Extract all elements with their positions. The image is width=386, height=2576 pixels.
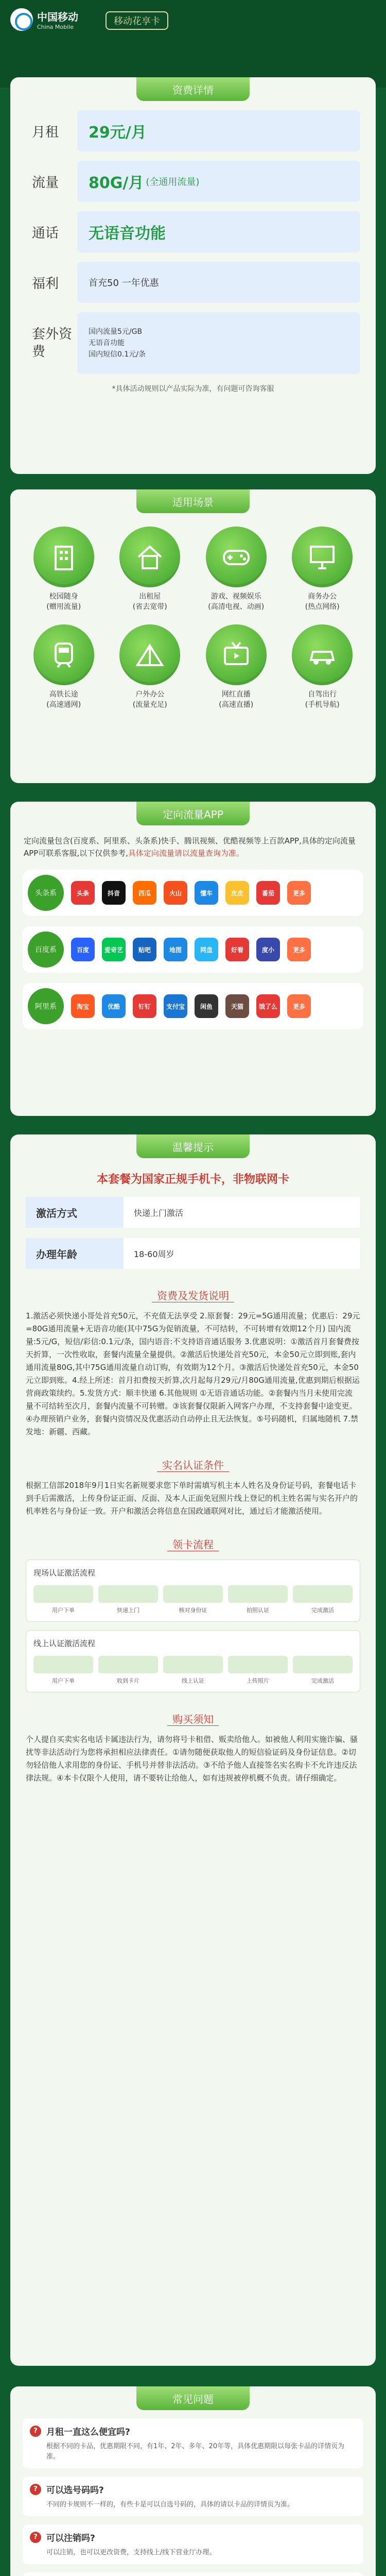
faq-item[interactable]	[23, 2572, 363, 2576]
app-logo: 火山	[164, 881, 187, 905]
scene-gaming: 游戏、视频娱乐 (高清电视、动画)	[193, 527, 279, 612]
question-icon: ?	[30, 2532, 41, 2543]
app-row-alibaba: 阿里系 淘宝 优酷 钉钉 支付宝 闲鱼 天猫 饿了么 更多	[23, 983, 363, 1029]
details-title: 资费详情	[136, 77, 250, 101]
hero-header	[0, 0, 386, 88]
question-icon: ?	[30, 2484, 41, 2495]
brand-cn: 中国移动	[37, 11, 78, 23]
scene-live: 网红直播 (高速直播)	[193, 624, 279, 710]
china-mobile-icon	[10, 8, 33, 31]
purchase-heading: 购买须知	[26, 1711, 360, 1726]
purchase-body: 个人提自买卖实名电话卡属违法行为，请勿将号卡租借、贩卖给他人。如被他人利用实施诈骗、骚扰等非法活动行为您将承担相应法律责任。①请勿随便获取他人的短信验证码及身份证信息。②切勿轻信他人求用您的身份证、手机号并替非法活动。③不给予他人直接签名实名购卡不允许违反法律法规。④本卡仅限个人使用，请不要转让给他人，如有违规被停机概不负责。请仔细确定。	[26, 1735, 358, 1783]
brand-en: China Mobile	[37, 24, 74, 30]
tent-icon	[119, 624, 180, 685]
faq-section	[10, 2386, 376, 2576]
faq-item[interactable]: ? 月租一直这么便宜吗? 根据不同的卡品，优惠期限不同，有1年、2年、多年、20年等，具体优惠期限以每张卡品的详情页为准。	[23, 2418, 363, 2468]
details-note: *具体活动规则以产品实际为准，有问题可咨询客服	[112, 385, 274, 393]
app-logo: 皮皮	[225, 881, 249, 905]
gamepad-icon	[206, 527, 267, 587]
realname-body: 根据工信部2018年9月1日实名新规要求您下单时需填写机主本人姓名及身份证号码，套餐电话卡到手后需激活，上传身份证正面、反面、及本人正面免冠照片线上登记的机主姓名需与实名开户的机率姓名与身份证一致。开户和激活会将信息在国政通联网对比，通过后才能激活使用。	[26, 1481, 358, 1516]
app-logo: 好看	[225, 938, 249, 961]
detail-row-welfare: 福利 首充50 一年优惠	[26, 262, 360, 303]
app-logo: 地图	[164, 938, 187, 961]
usage-scenes	[10, 489, 376, 783]
fee-body: 1.激活必须快递小哥处首充50元，不充值无法享受 2.原套餐：29元=5G通用流量；优惠后：29元=80G通用流量+无语音功能(其中75G为促销流量，不可结转，不可转增有效期12个月) 国内流量:5元/G，短信/彩信:0.1元/条，国内语音:不支持语音通话服务 3.优惠说明：①激活首月套餐费按天折算，一次性收取，套餐内流量全量提供。②激活后快递处首充50元，本金50元立即到账,套内通用流量80G,其中75G通用流量自动订购，有效期为12个月。③激活后快递处首充50元，本金50元立即到账。4.经上所述：首月扣费按天折算,次月起每月29元/月80G通用流量,优惠到期后根据运营商政策续约。5.发货方式：顺丰快递 6.其他规则 ①无语音通话功能。②套餐内当月未使用完流量不可结转至次月，套餐内流量不可转赠。③该套餐仅限新入网客户办理，不支持套餐中途变更。④办理预销户业务，套餐内资情况及优惠活动自动停止且无法恢复。⑤号码随机，归属地随机 7.禁发地：新疆、西藏。	[26, 1311, 360, 1436]
realname-heading: 实名认证条件	[26, 1457, 360, 1472]
detail-row-rent: 月租 29元/月	[26, 110, 360, 151]
notes-headline: 本套餐为国家正规手机卡，非物联网卡	[96, 1173, 289, 1186]
question-icon: ?	[30, 2426, 41, 2437]
flow-heading: 领卡流程	[26, 1536, 360, 1551]
app-logo: 头条	[71, 881, 95, 905]
faq-title: 常见问题	[136, 2386, 250, 2410]
age-row: 办理年龄 18-60周岁	[26, 1238, 360, 1269]
monitor-icon	[292, 527, 353, 587]
fee-heading: 资费及发货说明	[26, 1287, 360, 1302]
car-icon	[292, 624, 353, 685]
app-logo: 天猫	[225, 994, 249, 1018]
apps-title: 定向流量APP	[136, 802, 250, 825]
app-logo: 更多	[287, 938, 311, 961]
app-logo: 爱奇艺	[102, 938, 126, 961]
scenes-title: 适用场景	[136, 489, 250, 513]
activation-row: 激活方式 快递上门激活	[26, 1197, 360, 1228]
scene-business: 商务办公 (热点网络)	[279, 527, 366, 612]
scene-train: 高铁长途 (高速通网)	[21, 624, 107, 710]
notes-section	[10, 1134, 376, 2366]
app-logo: 番茄	[256, 881, 280, 905]
scene-outdoor: 户外办公 (流量充足)	[107, 624, 194, 710]
app-logo: 西瓜	[133, 881, 156, 905]
app-row-toutiao: 头条系 头条 抖音 西瓜 火山 懂车 皮皮 番茄 更多	[23, 870, 363, 916]
notes-title: 温馨提示	[136, 1134, 250, 1158]
app-logo: 度小	[256, 938, 280, 961]
scene-driving: 自驾出行 (手机导航)	[279, 624, 366, 710]
scene-campus: 校园随身 (赠用流量)	[21, 527, 107, 612]
house-icon	[119, 527, 180, 587]
flow-online: 线上认证激活流程 用户下单 收到卡片 线上认证 上传照片 完成激活	[26, 1630, 360, 1692]
app-logo: 饿了么	[256, 994, 280, 1018]
app-logo: 抖音	[102, 881, 126, 905]
brand-logo	[10, 8, 78, 31]
flow-onsite: 现场认证激活流程 用户下单 快递上门 核对身份证 拍照认证 完成激活	[26, 1560, 360, 1622]
tariff-details	[10, 77, 376, 474]
app-logo: 支付宝	[164, 994, 187, 1018]
apps-intro: 定向流量包含(百度系、阿里系、头条系)快手、腾讯视频、优酷视频等上百款APP,具体的定向流量APP可联系客服,以下仅供参考,具体定向流量请以流量查询为准。	[24, 836, 356, 858]
app-logo: 闲鱼	[195, 994, 218, 1018]
tv-icon	[206, 624, 267, 685]
scene-rental: 出租屋 (省去宽带)	[107, 527, 194, 612]
app-logo: 贴吧	[133, 938, 156, 961]
detail-row-data: 流量 80G/月 (全通用流量)	[26, 161, 360, 202]
faq-item[interactable]: ? 可以选号码吗? 不同的卡规则不一样的，有些卡是可以自选号码的，具体的请以卡品的详情页为准。	[23, 2477, 363, 2516]
app-logo: 更多	[287, 881, 311, 905]
product-badge: 移动花享卡	[106, 11, 168, 30]
app-logo: 懂车	[195, 881, 218, 905]
detail-row-call: 通话 无语音功能	[26, 211, 360, 252]
building-icon	[33, 527, 94, 587]
app-logo: 钉钉	[133, 994, 156, 1018]
app-logo: 优酷	[102, 994, 126, 1018]
app-logo: 网盘	[195, 938, 218, 961]
app-row-baidu: 百度系 百度 爱奇艺 贴吧 地图 网盘 好看 度小 更多	[23, 926, 363, 973]
detail-row-extra: 套外资费 国内流量5元/GB 无语音功能 国内短信0.1元/条	[26, 312, 360, 374]
directional-apps	[10, 802, 376, 1116]
train-icon	[33, 624, 94, 685]
app-logo: 淘宝	[71, 994, 95, 1018]
app-logo: 百度	[71, 938, 95, 961]
app-logo: 更多	[287, 994, 311, 1018]
faq-item[interactable]: ? 可以注销吗? 可以注销，也可以更改资费，支持线上/线下营业厅办理。	[23, 2524, 363, 2564]
